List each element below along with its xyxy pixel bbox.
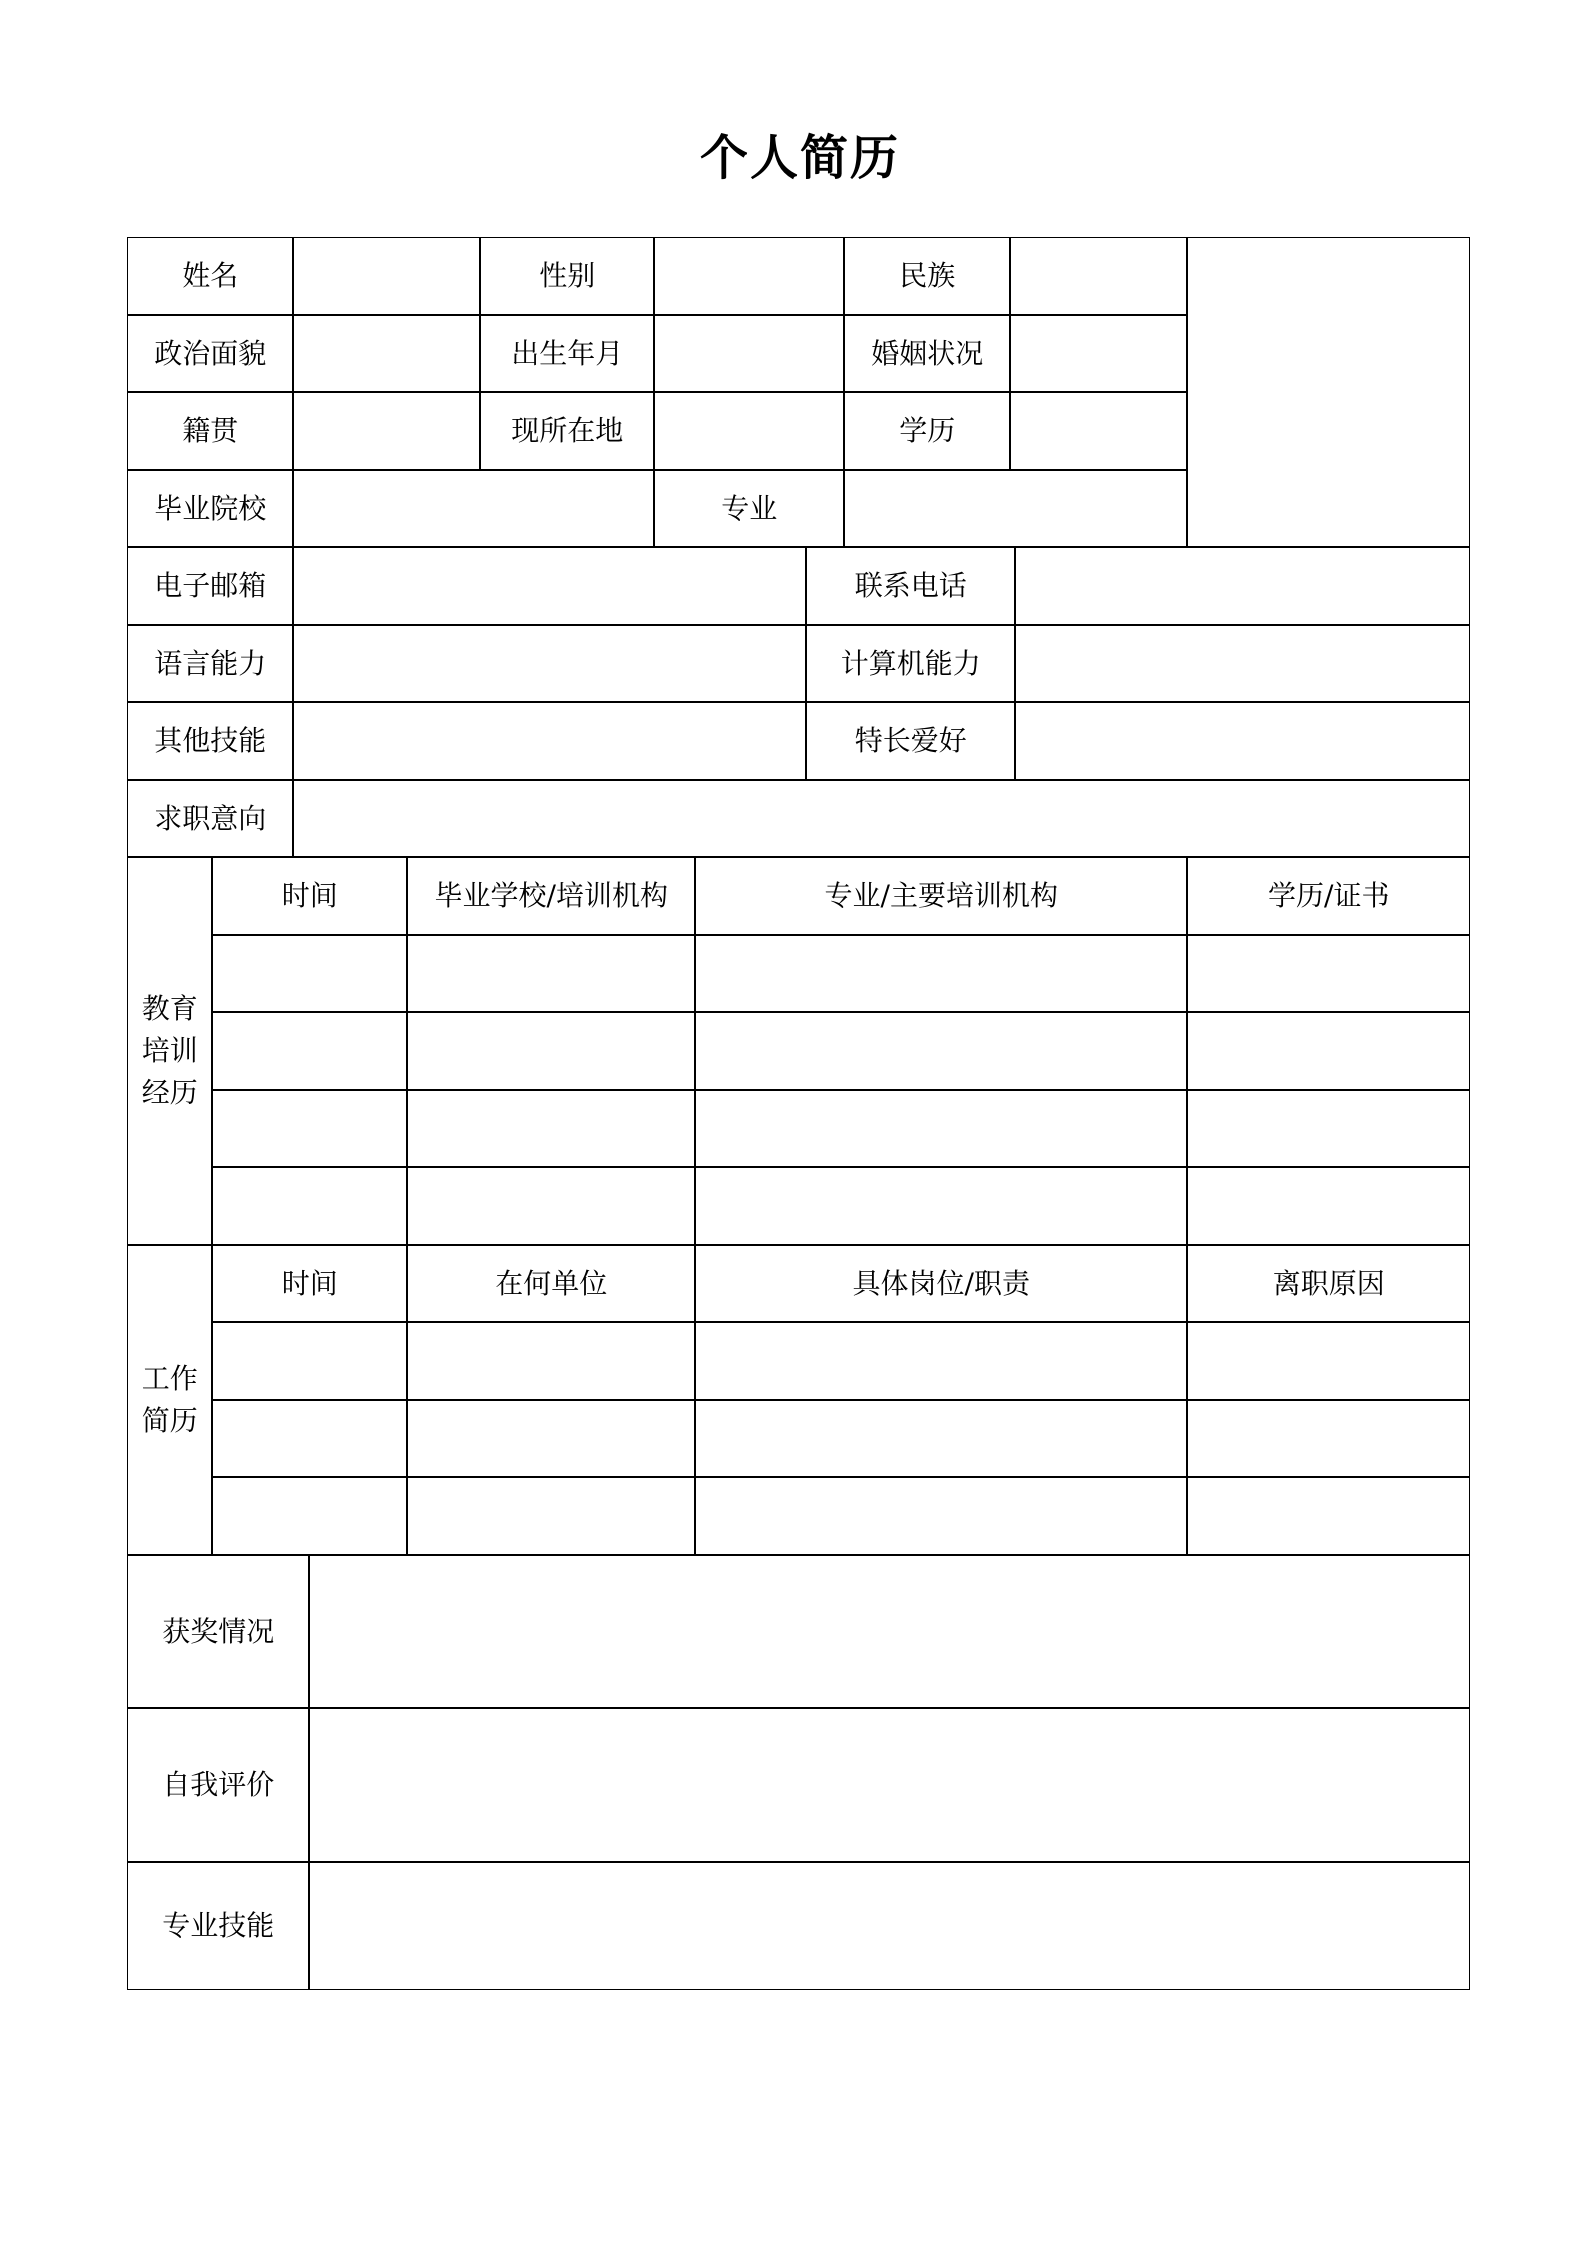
graduate-school-field[interactable] xyxy=(293,470,654,547)
education-row-2-time[interactable] xyxy=(212,1012,407,1090)
work-section-label: 工作 简历 xyxy=(127,1245,212,1555)
marital-status-field[interactable] xyxy=(1010,315,1187,392)
other-skills-label: 其他技能 xyxy=(127,702,293,780)
education-level-field[interactable] xyxy=(1010,392,1187,470)
computer-skills-field[interactable] xyxy=(1015,625,1470,702)
work-row-2-time[interactable] xyxy=(212,1400,407,1477)
ethnicity-field[interactable] xyxy=(1010,237,1187,315)
education-row-4-school[interactable] xyxy=(407,1167,695,1245)
work-row-3-time[interactable] xyxy=(212,1477,407,1555)
page-title: 个人简历 xyxy=(699,130,900,186)
gender-label: 性别 xyxy=(480,237,654,315)
email-field[interactable] xyxy=(293,547,806,625)
work-header-leave-reason: 离职原因 xyxy=(1187,1245,1470,1322)
education-row-2-school[interactable] xyxy=(407,1012,695,1090)
education-row-2-major[interactable] xyxy=(695,1012,1187,1090)
resume-form-table xyxy=(128,238,1471,1991)
education-row-1-certificate[interactable] xyxy=(1187,935,1470,1012)
photo-box[interactable] xyxy=(1187,237,1470,547)
marital-status-label: 婚姻状况 xyxy=(844,315,1010,392)
email-label: 电子邮箱 xyxy=(127,547,293,625)
education-row-3-school[interactable] xyxy=(407,1090,695,1167)
work-row-1-company[interactable] xyxy=(407,1322,695,1400)
education-header-certificate: 学历/证书 xyxy=(1187,857,1470,935)
education-row-3-certificate[interactable] xyxy=(1187,1090,1470,1167)
job-intention-field[interactable] xyxy=(293,780,1470,857)
birth-date-label: 出生年月 xyxy=(480,315,654,392)
current-address-field[interactable] xyxy=(654,392,844,470)
work-header-time: 时间 xyxy=(212,1245,407,1322)
language-field[interactable] xyxy=(293,625,806,702)
computer-skills-label: 计算机能力 xyxy=(806,625,1015,702)
self-evaluation-label: 自我评价 xyxy=(127,1708,309,1862)
education-section-label: 教育 培训 经历 xyxy=(127,857,212,1245)
education-row-2-certificate[interactable] xyxy=(1187,1012,1470,1090)
ethnicity-label: 民族 xyxy=(844,237,1010,315)
major-field[interactable] xyxy=(844,470,1187,547)
education-row-4-time[interactable] xyxy=(212,1167,407,1245)
phone-label: 联系电话 xyxy=(806,547,1015,625)
work-row-3-company[interactable] xyxy=(407,1477,695,1555)
work-row-2-company[interactable] xyxy=(407,1400,695,1477)
job-intention-label: 求职意向 xyxy=(127,780,293,857)
other-skills-field[interactable] xyxy=(293,702,806,780)
education-row-3-time[interactable] xyxy=(212,1090,407,1167)
education-header-major: 专业/主要培训机构 xyxy=(695,857,1187,935)
education-row-4-certificate[interactable] xyxy=(1187,1167,1470,1245)
education-level-label: 学历 xyxy=(844,392,1010,470)
work-row-2-leave-reason[interactable] xyxy=(1187,1400,1470,1477)
education-header-school: 毕业学校/培训机构 xyxy=(407,857,695,935)
name-field[interactable] xyxy=(293,237,480,315)
native-place-field[interactable] xyxy=(293,392,480,470)
hobbies-field[interactable] xyxy=(1015,702,1470,780)
political-status-field[interactable] xyxy=(293,315,480,392)
native-place-label: 籍贯 xyxy=(127,392,293,470)
major-label: 专业 xyxy=(654,470,844,547)
education-row-4-major[interactable] xyxy=(695,1167,1187,1245)
education-row-1-major[interactable] xyxy=(695,935,1187,1012)
professional-skills-field[interactable] xyxy=(309,1862,1470,1990)
work-row-1-time[interactable] xyxy=(212,1322,407,1400)
professional-skills-label: 专业技能 xyxy=(127,1862,309,1990)
awards-label: 获奖情况 xyxy=(127,1555,309,1708)
education-row-1-time[interactable] xyxy=(212,935,407,1012)
work-header-position: 具体岗位/职责 xyxy=(695,1245,1187,1322)
language-label: 语言能力 xyxy=(127,625,293,702)
work-row-3-position[interactable] xyxy=(695,1477,1187,1555)
work-header-company: 在何单位 xyxy=(407,1245,695,1322)
education-row-3-major[interactable] xyxy=(695,1090,1187,1167)
current-address-label: 现所在地 xyxy=(480,392,654,470)
education-header-time: 时间 xyxy=(212,857,407,935)
work-row-1-position[interactable] xyxy=(695,1322,1187,1400)
work-row-2-position[interactable] xyxy=(695,1400,1187,1477)
hobbies-label: 特长爱好 xyxy=(806,702,1015,780)
phone-field[interactable] xyxy=(1015,547,1470,625)
gender-field[interactable] xyxy=(654,237,844,315)
graduate-school-label: 毕业院校 xyxy=(127,470,293,547)
work-row-3-leave-reason[interactable] xyxy=(1187,1477,1470,1555)
awards-field[interactable] xyxy=(309,1555,1470,1708)
name-label: 姓名 xyxy=(127,237,293,315)
birth-date-field[interactable] xyxy=(654,315,844,392)
self-evaluation-field[interactable] xyxy=(309,1708,1470,1862)
work-row-1-leave-reason[interactable] xyxy=(1187,1322,1470,1400)
education-row-1-school[interactable] xyxy=(407,935,695,1012)
political-status-label: 政治面貌 xyxy=(127,315,293,392)
